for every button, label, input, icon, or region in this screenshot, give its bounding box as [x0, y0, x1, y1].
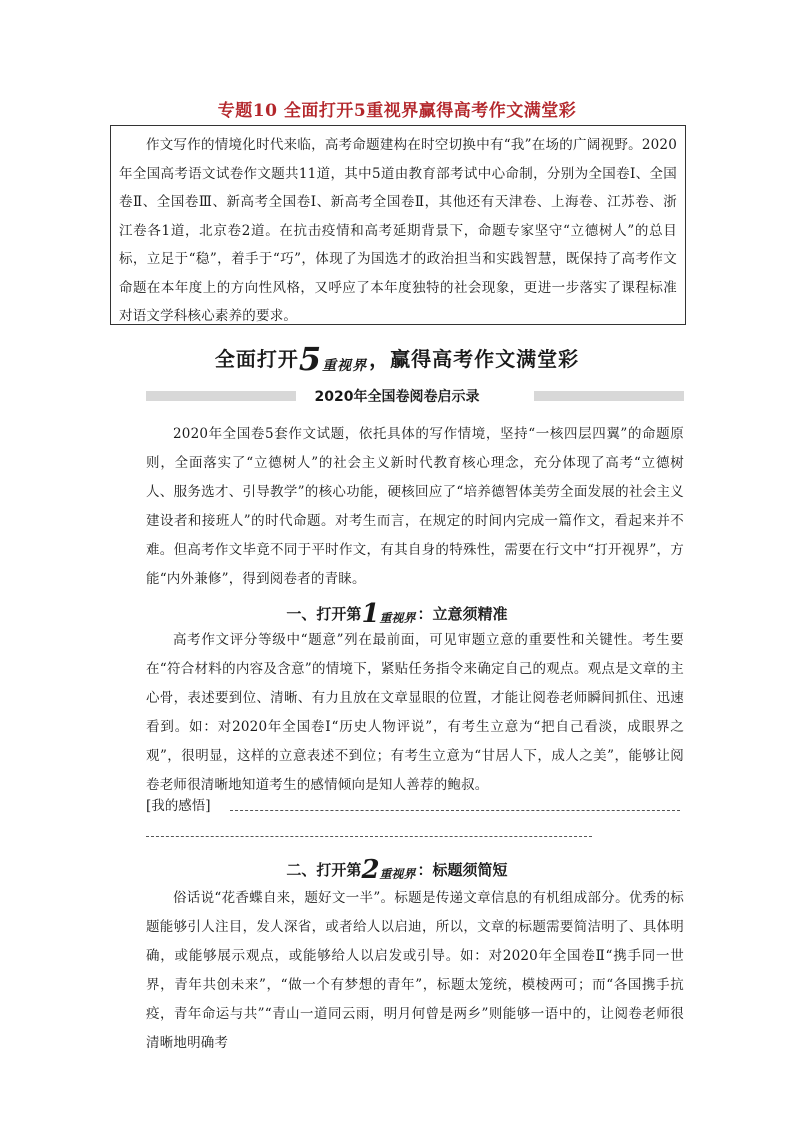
banner-heading	[0, 336, 794, 378]
intro-box	[110, 125, 686, 325]
section-heading-1	[0, 596, 794, 629]
banner-prefix: 全面打开	[214, 347, 299, 371]
reflection-line-2[interactable]	[146, 836, 592, 837]
intro-text: 作文写作的情境化时代来临，高考命题建构在时空切换中有“我”在场的广阔视野。2020年全国高考语文试卷作文题共11道，其中5道由教育部考试中心命制，分别为全国卷Ⅰ、全国卷Ⅱ、全国卷Ⅲ、新高考全国卷Ⅰ、新高考全国卷Ⅱ，其他还有天津卷、上海卷、江苏卷、浙江卷各1道，北京卷2道。在抗击疫情和高考延期背景下，命题专家坚守“立德树人”的总目标，立足于“稳”，着手于“巧”，体现了为国选才的政治担当和实践智慧，既保持了高考作文命题在本年度上的方向性风格，又呼应了本年度独特的社会现象，更进一步落实了课程标准对语文学科核心素养的要求。	[119, 137, 677, 324]
paragraph-intro: 2020年全国卷5套作文试题，依托具体的写作情境，坚持“一核四层四翼”的命题原则，全面落实了“立德树人”的社会主义新时代教育核心理念，充分体现了高考“立德树人、服务选才、引导教学”的核心功能，硬核回应了“培养德智体美劳全面发展的社会主义建设者和接班人”的时代命题。对考生而言，在规定的时间内完成一篇作文，看起来并不难。但高考作文毕竟不同于平时作文，有其自身的特殊性，需要在行文中“打开视界”，方能“内外兼修”，得到阅卷者的青睐。	[146, 426, 684, 587]
section1-number: 1	[361, 599, 380, 629]
banner-emblem-text: 重视界	[322, 358, 368, 374]
banner-number: 5	[298, 340, 323, 378]
section2-suffix: ：标题须简短	[417, 861, 508, 879]
subtitle: 2020年全国卷阅卷启示录	[314, 389, 480, 405]
section1-prefix: 一、打开第	[286, 605, 362, 623]
reflection-line-1[interactable]	[230, 810, 680, 811]
section2-prefix: 二、打开第	[286, 861, 362, 879]
paragraph-section2: 俗话说“花香蝶自来，题好文一半”。标题是传递文章信息的有机组成部分。优秀的标题能够引人注目，发人深省，或者给人以启迪，所以，文章的标题需要简洁明了、具体明确，或能够展示观点，或能够给人以启发或引导。如：对2020年全国卷Ⅱ“携手同一世界，青年共创未来”，“做一个有梦想的青年”，标题太笼统，模棱两可；而“各国携手抗疫，青年命运与共”“青山一道同云雨，明月何曾是两乡”则能够一语中的，让阅卷老师很清晰地明确考	[146, 890, 684, 1051]
paragraph-section1: 高考作文评分等级中“题意”列在最前面，可见审题立意的重要性和关键性。考生要在“符合材料的内容及含意”的情境下，紧贴任务指令来确定自己的观点。观点是文章的主心骨，表述要到位、清晰、有力且放在文章显眼的位置，才能让阅卷老师瞬间抓住、迅速看到。如：对2020年全国卷Ⅰ“历史人物评说”，有考生立意为“把自己看淡，成眼界之观”，很明显，这样的立意表述不到位；有考生立意为“甘居人下，成人之美”，能够让阅卷老师很清晰地知道考生的感情倾向是知人善荐的鲍叔。	[146, 632, 684, 793]
section1-emblem-text: 重视界	[379, 611, 416, 625]
reflection-label: [我的感悟]	[146, 798, 211, 814]
section-heading-2	[0, 852, 794, 885]
section2-number: 2	[361, 855, 380, 885]
section2-emblem-text: 重视界	[379, 867, 416, 881]
document-title: 专题10 全面打开5重视界赢得高考作文满堂彩	[217, 101, 577, 121]
banner-suffix: ，赢得高考作文满堂彩	[369, 347, 580, 371]
section1-suffix: ：立意须精准	[417, 605, 508, 623]
